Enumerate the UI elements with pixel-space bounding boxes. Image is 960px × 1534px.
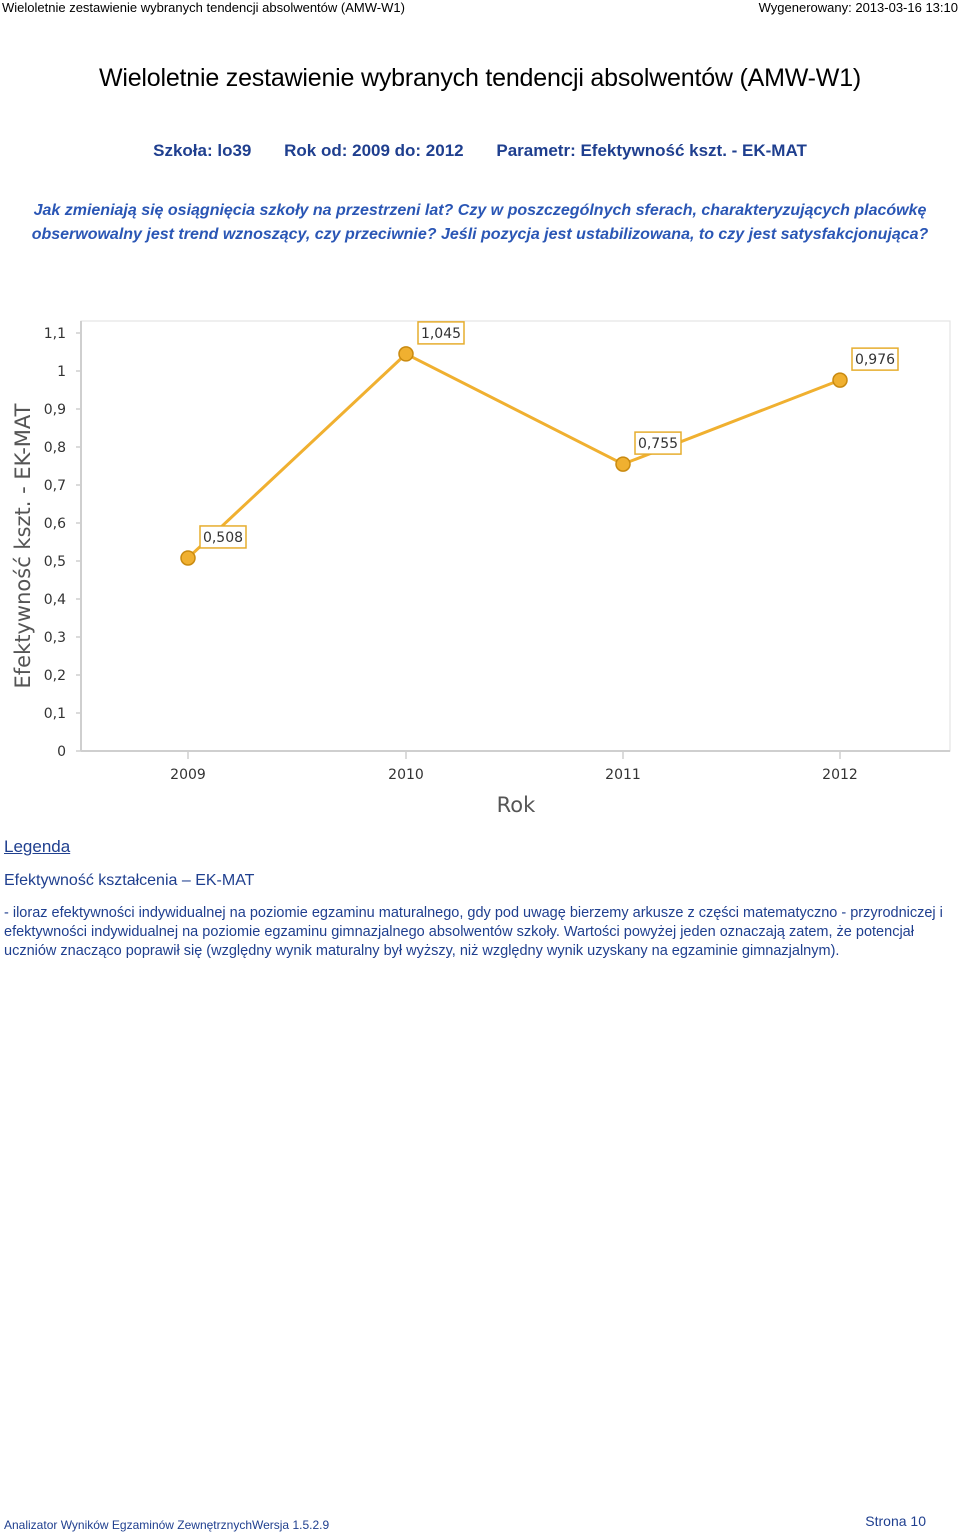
y-tick-label: 0,6 <box>43 516 66 532</box>
x-tick-label: 2009 <box>170 767 206 783</box>
chart-container <box>0 310 960 830</box>
years-label: Rok od: 2009 do: 2012 <box>284 141 464 160</box>
guiding-question: Jak zmieniają się osiągnięcia szkoły na przestrzeni lat? Czy w poszczególnych sferach, charakteryzujących placówkę obserwowalny jest trend wznoszący, czy przeciwnie? Jeśli pozycja jest ustabilizowana, to czy jest satysfakcjonująca? <box>31 202 929 243</box>
y-tick-label: 0,8 <box>43 440 66 456</box>
series-line <box>188 354 840 558</box>
y-tick-label: 1,1 <box>43 326 66 342</box>
legend-subtitle: Efektywność kształcenia – EK-MAT <box>4 872 255 889</box>
y-tick-label: 1 <box>57 364 66 380</box>
footer-app-version: Analizator Wyników Egzaminów ZewnętrznychWersja 1.5.2.9 <box>4 1518 330 1532</box>
header-document-title: Wieloletnie zestawienie wybranych tendencji absolwentów (AMW-W1) <box>2 0 405 15</box>
page-title: Wieloletnie zestawienie wybranych tendencji absolwentów (AMW-W1) <box>98 64 862 92</box>
data-point-marker <box>616 457 630 471</box>
y-tick-label: 0,4 <box>43 592 66 608</box>
data-label: 0,976 <box>854 352 896 369</box>
y-tick-label: 0,3 <box>43 630 66 646</box>
y-tick-label: 0,9 <box>43 402 66 418</box>
data-label: 1,045 <box>420 325 462 342</box>
school-label: Szkoła: lo39 <box>153 141 252 160</box>
y-tick-label: 0,2 <box>43 668 66 684</box>
y-tick-label: 0 <box>57 744 66 760</box>
legend-description: - iloraz efektywności indywidualnej na poziomie egzaminu maturalnego, gdy pod uwagę bierzemy arkusze z części matematyczno - przyrodniczej i efektywności indywidualnej na poziomie egzaminu gimnazjalnego absolwentów szkoły. Wartości powyżej jeden oznaczają zatem, że potencjał uczniów znacząco poprawił się (względny wynik maturalny był wyższy, niż względny wynik uzyskany na egzaminie gimnazjalnym). <box>4 905 943 959</box>
data-point-marker <box>181 551 195 565</box>
y-tick-label: 0,5 <box>43 554 66 570</box>
y-tick-label: 0,7 <box>43 478 66 494</box>
data-point-marker <box>399 347 413 361</box>
x-axis-title: Rok <box>496 793 536 817</box>
y-axis-title: Efektywność kszt. - EK-MAT <box>11 403 35 689</box>
data-label: 0,508 <box>202 529 244 546</box>
report-parameters <box>0 141 960 161</box>
x-tick-label: 2010 <box>388 767 424 783</box>
header-generated-timestamp: Wygenerowany: 2013-03-16 13:10 <box>758 0 958 15</box>
x-tick-label: 2012 <box>822 767 858 783</box>
data-label: 0,755 <box>637 436 679 453</box>
legend-title: Legenda <box>4 837 71 856</box>
data-point-marker <box>833 373 847 387</box>
y-tick-label: 0,1 <box>43 706 66 722</box>
x-tick-label: 2011 <box>605 767 641 783</box>
parameter-label: Parametr: Efektywność kszt. - EK-MAT <box>496 141 807 160</box>
line-chart <box>0 310 960 830</box>
footer-page-number: Strona 10 <box>865 1513 926 1529</box>
